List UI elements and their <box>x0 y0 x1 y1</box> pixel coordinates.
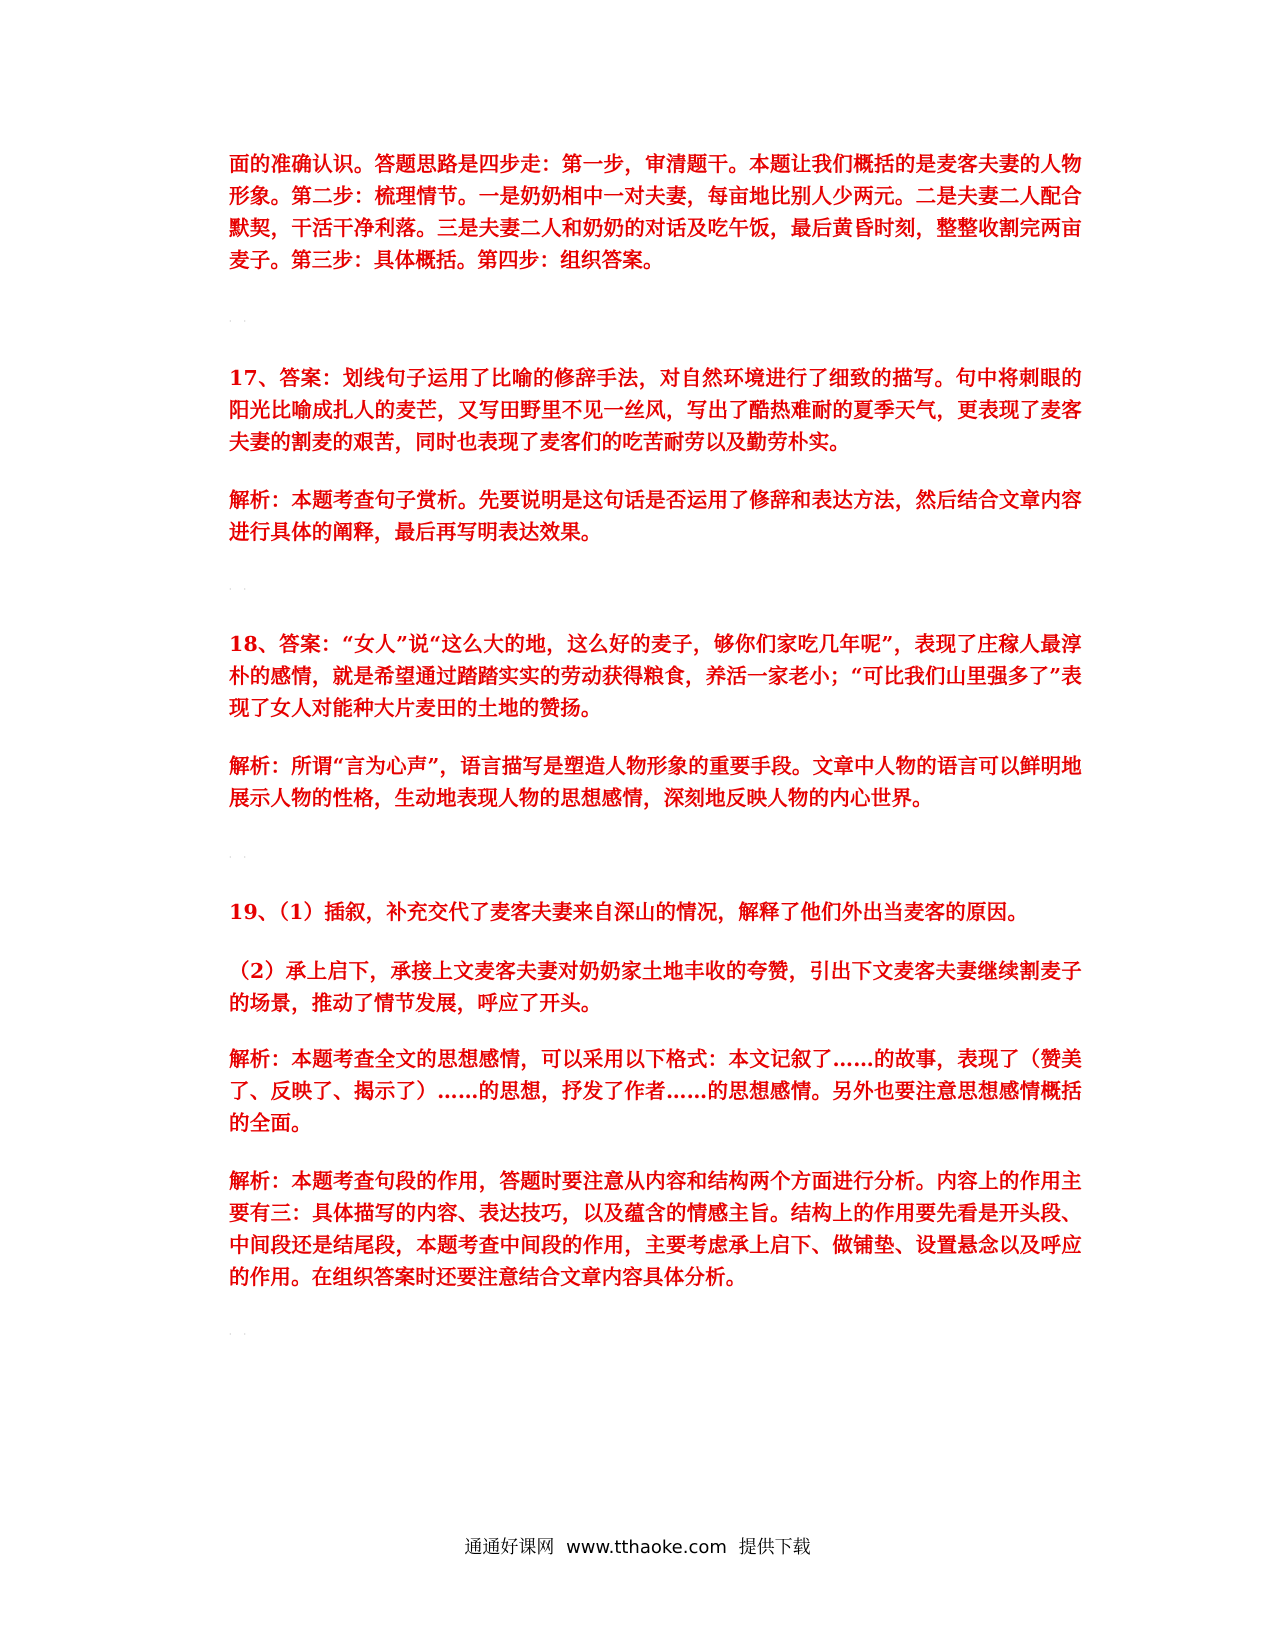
footer-tagline: 提供下载 <box>738 1537 811 1558</box>
paragraph-19-analysis-2: 解析：本题考查句段的作用，答题时要注意从内容和结构两个方面进行分析。内容上的作用主要有三：具体描写的内容、表达技巧，以及蕴含的情感主旨。结构上的作用要先看是开头段、中间段还是结尾段，本题考查中间段的作用，主要考虑承上启下、做铺垫、设置悬念以及呼应的作用。在组织答案时还要注意结合文章内容具体分析。 <box>229 1169 1082 1289</box>
paragraph-18-analysis: 解析：所谓“言为心声”，语言描写是塑造人物形象的重要手段。文章中人物的语言可以鲜明地展示人物的性格，生动地表现人物的思想感情，深刻地反映人物的内心世界。 <box>229 754 1082 810</box>
paragraph-17-answer: 17、答案：划线句子运用了比喻的修辞手法，对自然环境进行了细致的描写。句中将刺眼的阳光比喻成扎人的麦芒，又写田野里不见一丝风，写出了酷热难耐的夏季天气，更表现了麦客夫妻的割麦的艰苦，同时也表现了麦客们的吃苦耐劳以及勤劳朴实。 <box>229 366 1082 454</box>
paragraph-19-answer-2: （2）承上启下，承接上文麦客夫妻对奶奶家土地丰收的夸赞，引出下文麦客夫妻继续割麦子的场景，推动了情节发展，呼应了开头。 <box>229 959 1082 1015</box>
blank-line-marker: ·· <box>229 1330 259 1339</box>
blank-line-marker: ·· <box>229 585 259 594</box>
paragraph-19-analysis-1: 解析：本题考查全文的思想感情，可以采用以下格式：本文记叙了……的故事，表现了（赞美了、反映了、揭示了）……的思想，抒发了作者……的思想感情。另外也要注意思想感情概括的全面。 <box>229 1047 1082 1135</box>
blank-line-marker: ·· <box>229 853 259 862</box>
blank-line-marker: ·· <box>229 317 259 326</box>
footer-site-name: 通通好课网 <box>464 1537 555 1558</box>
paragraph-19-answer-1: 19、（1）插叙，补充交代了麦客夫妻来自深山的情况，解释了他们外出当麦客的原因。 <box>229 900 1029 924</box>
page-footer <box>0 1533 1275 1559</box>
footer-url[interactable]: www.tthaoke.com <box>566 1537 727 1558</box>
paragraph-17-analysis: 解析：本题考查句子赏析。先要说明是这句话是否运用了修辞和表达方法，然后结合文章内容进行具体的阐释，最后再写明表达效果。 <box>229 488 1082 544</box>
paragraph-18-answer: 18、答案：“女人”说“这么大的地，这么好的麦子，够你们家吃几年呢”，表现了庄稼人最淳朴的感情，就是希望通过踏踏实实的劳动获得粮食，养活一家老小；“可比我们山里强多了”表现了女人对能种大片麦田的土地的赞扬。 <box>229 632 1082 720</box>
paragraph-16-analysis-continued: 面的准确认识。答题思路是四步走：第一步，审清题干。本题让我们概括的是麦客夫妻的人物形象。第二步：梳理情节。一是奶奶相中一对夫妻，每亩地比别人少两元。二是夫妻二人配合默契，干活干净利落。三是夫妻二人和奶奶的对话及吃午饭，最后黄昏时刻，整整收割完两亩麦子。第三步：具体概括。第四步：组织答案。 <box>229 152 1082 272</box>
